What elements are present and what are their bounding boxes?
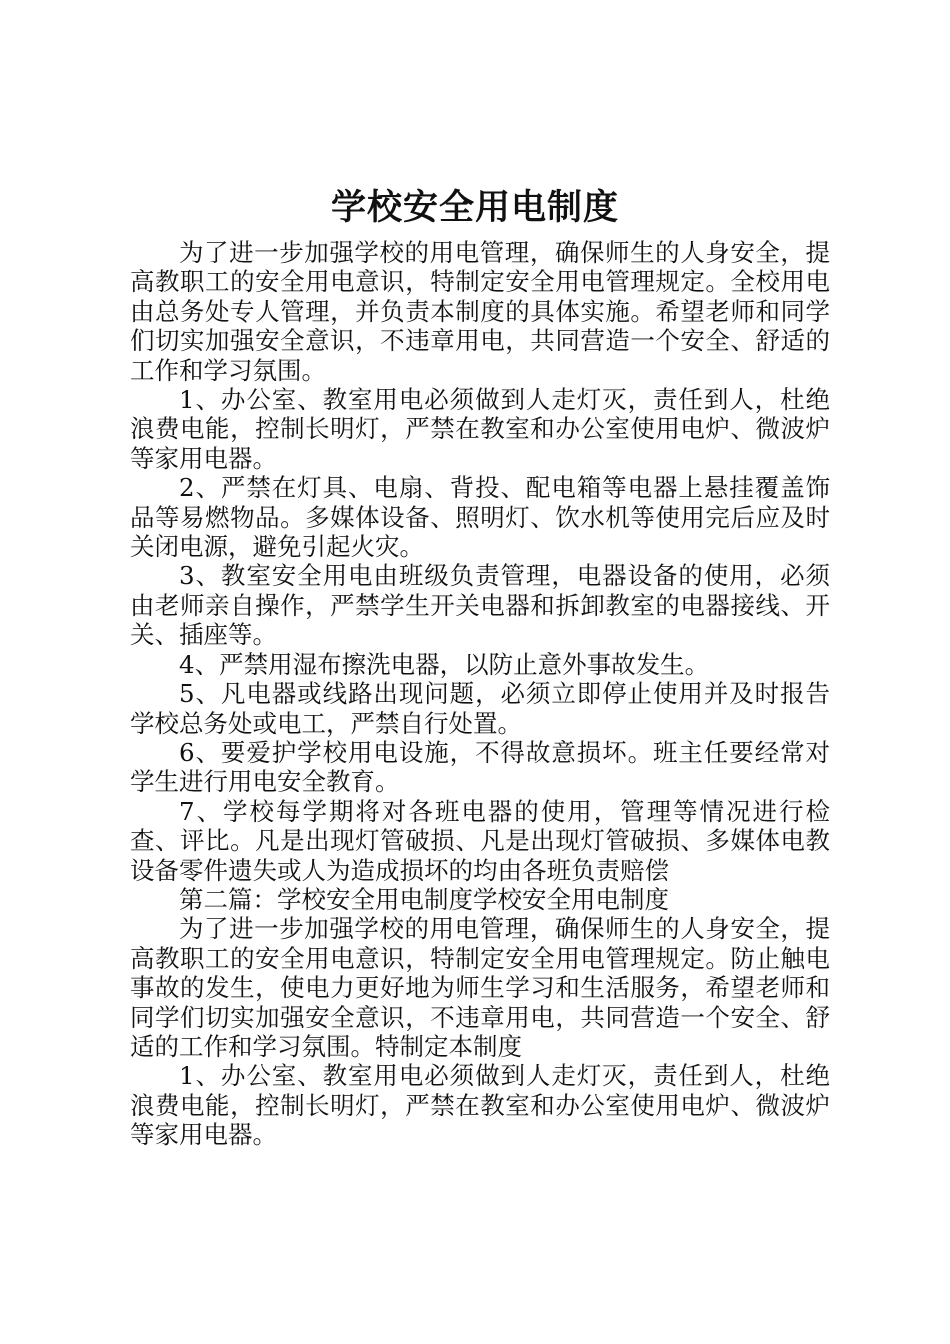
section-heading-part-two: 第二篇：学校安全用电制度学校安全用电制度 (179, 884, 669, 914)
paragraph-rule-1: 1、办公室、教室用电必须做到人走灯灭，责任到人，杜绝浪费电能，控制长明灯，严禁在教室和办公室使用电炉、微波炉等家用电器。 (130, 385, 830, 473)
paragraph-rule-7: 7、学校每学期将对各班电器的使用，管理等情况进行检查、评比。凡是出现灯管破损、凡是出现灯管破损、多媒体电教设备零件遗失或人为造成损坏的均由各班负责赔偿 (130, 796, 830, 885)
document-body (130, 238, 830, 1150)
paragraph-rule-5: 5、凡电器或线路出现问题，必须立即停止使用并及时报告学校总务处或电工，严禁自行处置。 (130, 679, 830, 738)
paragraph-rule-6: 6、要爱护学校用电设施，不得故意损坏。班主任要经常对学生进行用电安全教育。 (130, 737, 830, 797)
paragraph-rule-2: 2、严禁在灯具、电扇、背投、配电箱等电器上悬挂覆盖饰品等易燃物品。多媒体设备、照明灯、饮水机等使用完后应及时关闭电源，避免引起火灾。 (130, 473, 830, 562)
document-title: 学校安全用电制度 (330, 188, 619, 228)
paragraph-rule-3: 3、教室安全用电由班级负责管理，电器设备的使用，必须由老师亲自操作，严禁学生开关电器和拆卸教室的电器接线、开关、插座等。 (130, 561, 830, 650)
paragraph-rule-1-part-two: 1、办公室、教室用电必须做到人走灯灭，责任到人，杜绝浪费电能，控制长明灯，严禁在教室和办公室使用电炉、微波炉等家用电器。 (130, 1061, 830, 1150)
paragraph-intro: 为了进一步加强学校的用电管理，确保师生的人身安全，提高教职工的安全用电意识，特制定安全用电管理规定。全校用电由总务处专人管理，并负责本制度的具体实施。希望老师和同学们切实加强安全意识，不违章用电，共同营造一个安全、舒适的工作和学习氛围。 (130, 238, 830, 385)
paragraph-rule-4: 4、严禁用湿布擦洗电器，以防止意外事故发生。 (179, 649, 710, 679)
paragraph-intro-part-two: 为了进一步加强学校的用电管理，确保师生的人身安全，提高教职工的安全用电意识，特制定安全用电管理规定。防止触电事故的发生，使电力更好地为师生学习和生活服务，希望老师和同学们切实加强安全意识，不违章用电，共同营造一个安全、舒适的工作和学习氛围。特制定本制度 (130, 914, 830, 1061)
